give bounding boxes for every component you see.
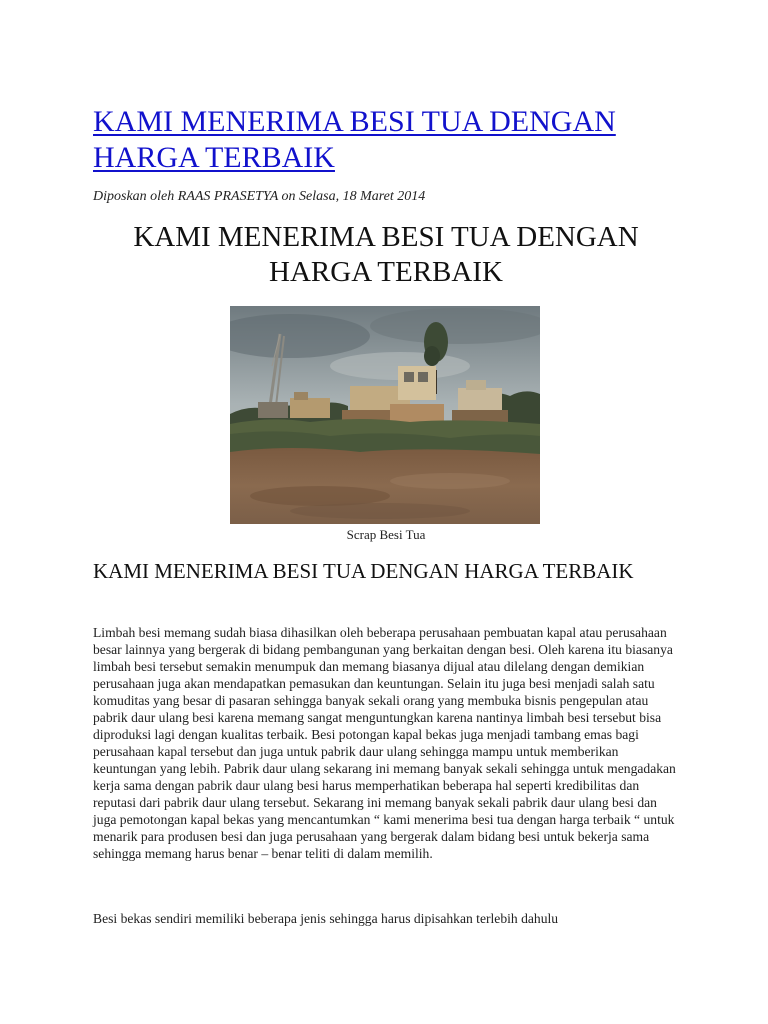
body-paragraph: Besi bekas sendiri memiliki beberapa jenis sehingga harus dipisahkan terlebih dahulu [93,911,559,926]
post-title [93,104,683,176]
article-heading: KAMI MENERIMA BESI TUA DENGAN HARGA TERBAIK [133,221,639,288]
scrap-yard-photo [230,306,540,524]
article-subheading: KAMI MENERIMA BESI TUA DENGAN HARGA TERBAIK [93,559,634,583]
post-meta: Diposkan oleh RAAS PRASETYA on Selasa, 18 Maret 2014 [93,189,426,204]
image-caption: Scrap Besi Tua [346,527,426,542]
post-title-link[interactable]: KAMI MENERIMA BESI TUA DENGAN HARGA TERBAIK [93,105,616,174]
body-paragraph: Limbah besi memang sudah biasa dihasilkan oleh beberapa perusahaan pembuatan kapal atau perusahaan besar lainnya yang bergerak di bidang pembangunan yang berkaitan dengan besi. Oleh karena itu biasanya limbah besi tersebut semakin menumpuk dan memang biasanya dijual atau dilelang dengan demikian perusahaan juga akan mendapatkan pemasukan dan keuntungan. Selain itu juga besi menjadi salah satu komuditas yang besar di pasaran sehingga banyak sekali orang yang membuka bisnis pengepulan atau pabrik daur ulang besi karena memang sangat menguntungkan karena nantinya limbah besi tersebut bisa diproduksi lagi dengan kualitas terbaik. Besi potongan kapal bekas juga menjadi tambang emas bagi perusahaan kapal tersebut dan juga untuk pabrik daur ulang sehingga mampu untuk memberikan keuntungan yang lebih. Pabrik daur ulang sekarang ini memang banyak sekali sehingga untuk mengadakan kerja sama dengan pabrik daur ulang besi harus memperhatikan beberapa hal seperti kredibilitas dan reputasi dari pabrik daur ulang tersebut. Sekarang ini memang banyak sekali pabrik daur ulang besi dan juga pemotongan kapal bekas yang mencantumkan “ kami menerima besi tua dengan harga terbaik “ untuk menarik para produsen besi dan juga perusahaan yang bergerak dalam bidang besi untuk bekerja sama sehingga memang harus benar – benar teliti di dalam memilih. [93,625,676,861]
